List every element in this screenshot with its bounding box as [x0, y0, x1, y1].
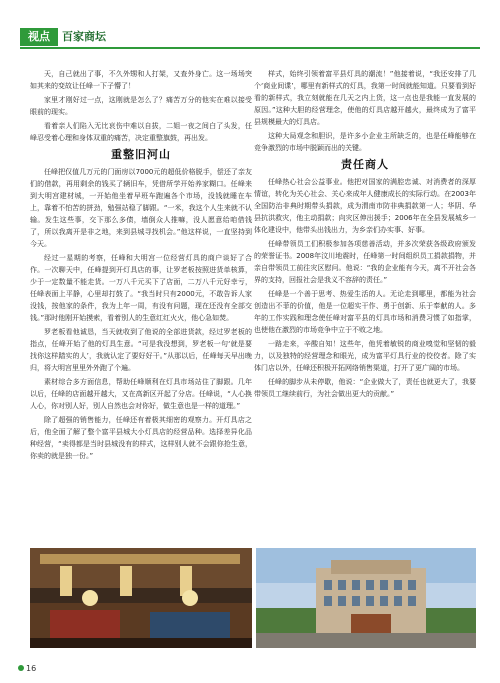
right-body-2: 任峰带领员工们积极参加各项慈善活动，并多次荣获各级政府颁发的荣誉证书。2008年汶川地震时，任峰第一时间组织员工捐款捐物，并亲自带领员工前往灾区慰问。他说：“我的企业能有今天，离不开社会各界的支持，回报社会是我义不容辞的责任。”	[254, 240, 476, 284]
right-intro-1: 样式，始终引领着富平县灯具的潮流！”他接着说，“我还安排了几个‘商业间谍’，哪里有新样式的灯具，我第一时间就能知道。只要看到好看的新样式，我立刻就能在几天之内上货，这一点也是我能一直发展的原因。”这种大胆的经营理念，使他的灯具店越开越火，最终成为了富平县规模最大的灯具店。	[254, 70, 476, 126]
column-name: 百家商坛	[62, 30, 106, 43]
section-tag: 视点	[20, 28, 58, 46]
page-dot-icon	[18, 665, 24, 671]
heading-responsible: 责任商人	[341, 158, 389, 171]
column-header	[20, 28, 480, 46]
left-body-4: 素材综合多方面信息，帮助任峰顺利在灯具市场站住了脚跟。几年以后，任峰的店面越开越大，又在高新区开起了分店。任峰说，“人心换人心，你对别人好，别人自然也会对你好，做生意也是一样的道理。”	[30, 378, 252, 410]
right-body-5: 任峰的脚步从未停歇，他说：“企业做大了，责任也就更大了，我要带领员工继续前行，为社会做出更大的贡献。”	[254, 378, 476, 398]
left-intro-1: 天，自己就出了事，不久外甥和人打架，又查外身亡。这一场场突如其来的变故让任峰一下子懵了！	[30, 70, 252, 90]
right-body-1: 任峰热心社会公益事业。他把对国家的满腔忠诚、对消费者的深厚情谊，转化为关心社会、关心来成年人健康成长的实际行动。在2003年全国防治非典时期带头捐款，成为渭南市防非典捐款第一人；华阴、华县抗洪救灾，他主动捐款；向灾区伸出援手；2006年在全县发展城乡一体化建设中，他带头出钱出力，为乡亲们办实事、好事。	[254, 178, 476, 234]
lobby-photo	[30, 548, 252, 648]
left-body-5: 除了超强的销售能力，任峰还有着极其细密的观察力。开灯具店之后，他全面了解了整个富平县城大小灯具店的经营品种。选择差异化品种经营，“卖得都是当时县城没有的样式，这样别人就不会跟你抢生意，你卖的就是独一份。”	[30, 416, 252, 460]
building-photo	[256, 548, 476, 648]
right-intro-2: 这种大局观念和胆识，是许多小企业主所缺乏的，也是任峰能够在竞争激烈的市场中脱颖而出的关键。	[254, 132, 476, 152]
left-body-2: 经过一星期的考察，任峰和大明宫一位经营灯具的商户谈好了合作。一次聊天中，任峰提到开灯具店的事，让罗老板按照进货单核算，少于一定数量不能走货。一万八千元买下了店面，二万八千元好幸亏，任峰表面上平静，心里却打鼓了。“我当时只有2000元，不敢告诉人家没钱，按他家的条件，我为上年一周，有没有问题，现在还没有全部交钱。”那时他刚开始摸索，看着别人的生意红红火火，他心急如焚。	[30, 254, 252, 322]
left-body-1: 任峰把仅值几万元的门面房以7000元的超低价格脱手，偿还了亲友们的借款，再用剩余的钱买了辆旧车，凭借所学开始养家糊口。任峰来到大明宫建材城，一开始他坐着早班车跑遍各个市场，没钱就睡在车上，靠着不怕苦的拼劲，勉强站稳了脚跟。“一米，我这个人生来就不认输。发生这些事，交下那么多债，墙倒众人推嘛，没人愿意给咱借钱了，所以我离开是非之地，来到县城寻找机会。”他这样说，一直坚持到今天。	[30, 168, 252, 248]
right-body-4: 一路走来，辛酸自知！这些年，他凭着敏锐的商业嗅觉和坚韧的毅力，以及独特的经营理念和眼光，成为富平灯具行业的佼佼者。除了实体门店以外，任峰还积极开拓网络销售渠道，打开了更广阔的市场。	[254, 340, 476, 372]
right-column	[254, 68, 476, 402]
right-body-3: 任峰是一个善于思考、热爱生活的人。无论走到哪里，都能为社会创造出不菲的价值，他是一位超实干作、勇于创新、乐于奉献的人。多年的工作实践和理念使任峰对富平县的灯具市场和消费习惯了如指掌，也使他在激烈的市场竞争中立于不败之地。	[254, 290, 476, 334]
photo-row	[30, 548, 476, 648]
page-number: 16	[18, 664, 36, 673]
heading-rebuild: 重整旧河山	[111, 148, 171, 161]
left-column	[30, 68, 252, 464]
header-rule	[20, 47, 480, 49]
left-intro-3: 看着亲人们陷入无比哀伤中难以自拔，二姐一夜之间白了头发，任峰忍受着心理和身体双重的痛苦，决定重整旗鼓，再出发。	[30, 122, 252, 142]
left-intro-2: 家里才刚好过一点，这刚就是怎么了？痛苦万分的他实在难以接受眼前的现实。	[30, 96, 252, 116]
left-body-3: 罗老板看他诚恳，当天就收到了他说的全部进货款，经过罗老板的指点，任峰开始了他的灯具生意。“可是我没想到，罗老板一句‘就是要找你这样踏实的人’，我就认定了要好好干。”从那以后，任峰每天早出晚归，将大明宫里里外外跑了个遍。	[30, 328, 252, 372]
